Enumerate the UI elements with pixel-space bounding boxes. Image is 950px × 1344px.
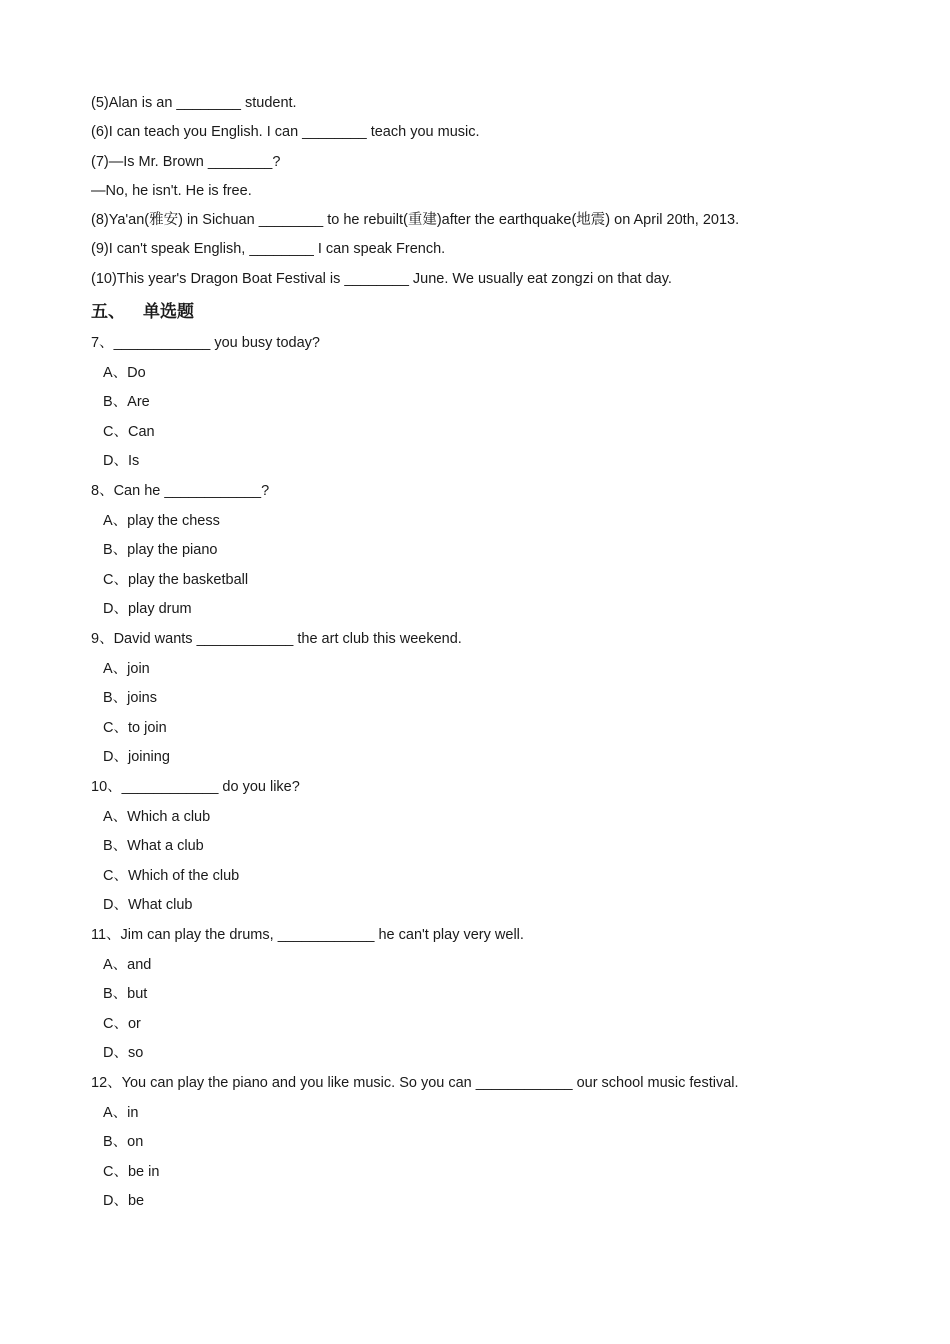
question-stem: 11、Jim can play the drums, ____________ he can't play very well.: [91, 926, 524, 943]
option-a: A、in: [103, 1104, 139, 1121]
fill-in-blank-list: [91, 93, 891, 298]
option-d: D、play drum: [103, 601, 192, 618]
option-c: C、or: [103, 1015, 141, 1032]
fill-in-item: —No, he isn't. He is free.: [91, 182, 252, 199]
option-b: B、Are: [103, 394, 150, 411]
option-c: C、to join: [103, 719, 167, 736]
option-b: B、on: [103, 1134, 144, 1151]
option-b: B、What a club: [103, 838, 204, 855]
option-a: A、Which a club: [103, 808, 211, 825]
fill-in-item: (10)This year's Dragon Boat Festival is ________ June. We usually eat zongzi on that day.: [91, 270, 672, 287]
option-d: D、joining: [103, 749, 170, 766]
question-stem: 12、You can play the piano and you like music. So you can ____________ our school music festival.: [91, 1074, 739, 1091]
fill-in-item: (5)Alan is an ________ student.: [91, 95, 297, 111]
option-b: B、play the piano: [103, 542, 218, 559]
option-d: D、be: [103, 1193, 145, 1210]
fill-in-item: (7)—Is Mr. Brown ________?: [91, 153, 281, 170]
question-block: [91, 481, 891, 629]
option-c: C、be in: [103, 1163, 160, 1180]
option-c: C、Can: [103, 423, 155, 440]
question-block: [91, 925, 891, 1073]
option-d: D、What club: [103, 897, 193, 914]
section-number: 五、: [91, 302, 125, 323]
question-block: [91, 777, 891, 925]
section-heading: [91, 299, 891, 333]
multiple-choice-list: [91, 333, 891, 1221]
question-stem: 10、____________ do you like?: [91, 778, 300, 795]
option-c: C、play the basketball: [103, 571, 249, 588]
option-a: A、play the chess: [103, 512, 220, 529]
option-b: B、but: [103, 986, 148, 1003]
option-a: A、Do: [103, 364, 146, 381]
option-d: D、Is: [103, 453, 140, 470]
option-a: A、join: [103, 660, 150, 677]
option-d: D、so: [103, 1045, 144, 1062]
section-title: 单选题: [143, 302, 194, 323]
option-a: A、and: [103, 956, 152, 973]
fill-in-item: (6)I can teach you English. I can ________ teach you music.: [91, 124, 480, 141]
question-stem: 8、Can he ____________?: [91, 483, 270, 500]
fill-in-item: (9)I can't speak English, ________ I can speak French.: [91, 241, 446, 258]
question-block: [91, 1073, 891, 1221]
question-stem: 9、David wants ____________ the art club this weekend.: [91, 631, 462, 648]
option-c: C、Which of the club: [103, 867, 240, 884]
question-block: [91, 333, 891, 481]
fill-in-item: (8)Ya'an(雅安) in Sichuan ________ to he rebuilt(重建)after the earthquake(地震) on April 20th, 2013.: [91, 212, 740, 229]
question-stem: 7、____________ you busy today?: [91, 335, 320, 352]
question-block: [91, 629, 891, 777]
document-page: [91, 93, 891, 1221]
option-b: B、joins: [103, 690, 157, 707]
